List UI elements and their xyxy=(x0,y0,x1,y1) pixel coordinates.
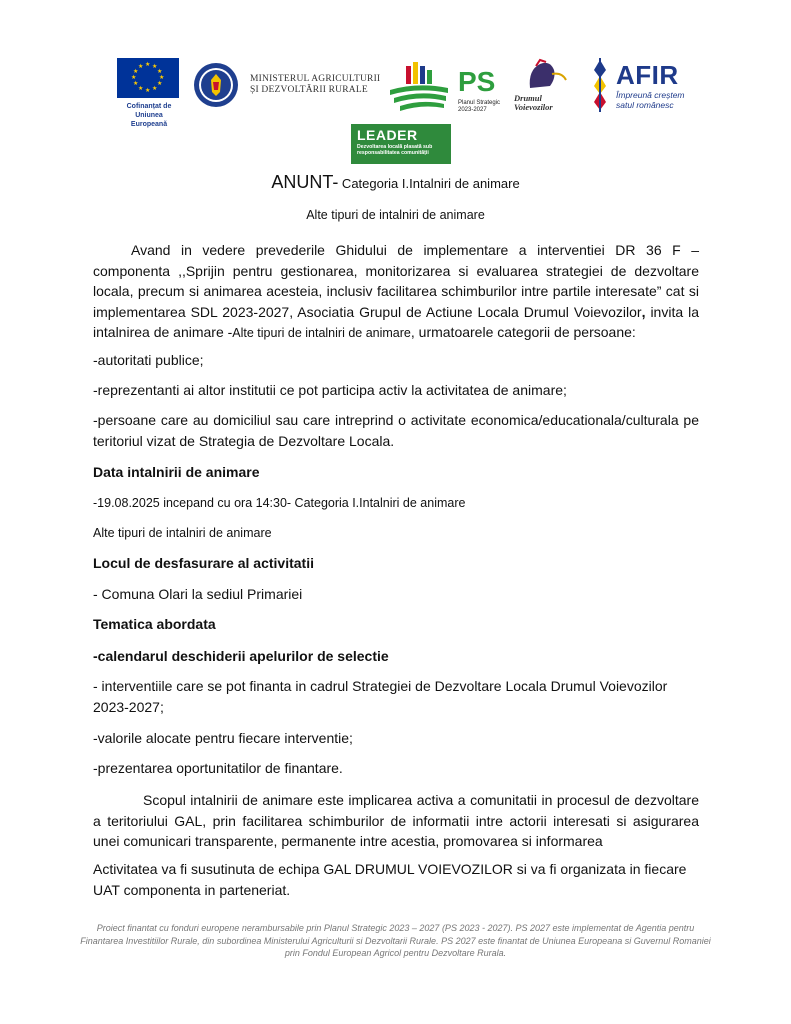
tematica-oportunitati: -prezentarea oportunitatilor de finantare. xyxy=(93,760,343,776)
intro-paragraph xyxy=(93,240,699,344)
voievod-silhouette-icon xyxy=(510,58,576,94)
list-item-persoane: -persoane care au domiciliul sau care intreprind o activitate economica/educationala/culturala pe teritoriul vizat de Strategia de Dezvoltare Locala. xyxy=(93,412,699,449)
ministry-logo xyxy=(250,74,390,96)
title-category: Categoria I.Intalniri de animare xyxy=(338,176,520,191)
intro-comma: , xyxy=(641,303,646,320)
leader-subtitle: Dezvoltarea locală plasată sub responsabilitatea comunității xyxy=(357,144,433,156)
tematica-calendar: -calendarul deschiderii apelurilor de selectie xyxy=(93,648,389,664)
list-item-reprezentanti: -reprezentanti ai altor institutii ce pot participa activ la activitatea de animare; xyxy=(93,382,567,398)
announcement-title xyxy=(0,172,791,193)
wheat-icon xyxy=(586,56,614,114)
drumul-voievozilor-logo xyxy=(510,58,576,114)
logo-strip xyxy=(0,56,791,166)
eu-flag-icon: ★ ★ ★ ★ ★ ★ ★ ★ ★ ★ ★ ★ xyxy=(117,58,179,98)
data-line-2: Alte tipuri de intalniri de animare xyxy=(93,526,272,540)
announcement-subtitle: Alte tipuri de intalniri de animare xyxy=(306,208,485,222)
activitatea-paragraph: Activitatea va fi susutinuta de echipa GAL DRUMUL VOIEVOZILOR si va fi organizata in fiecare UAT componenta in parteneriat. xyxy=(93,861,687,898)
leader-word: LEADER xyxy=(357,127,418,143)
data-heading: Data intalnirii de animare xyxy=(93,464,260,480)
afir-logo xyxy=(586,56,696,116)
intro-text-1: Avand in vedere prevederile Ghidului de implementare a interventiei DR 36 F – componenta ,,Sprijin pentru gestionarea, monitorizarea si evaluarea strategiei de dezvoltare locala, precum si animarea acesteia, inclusiv facilitarea schimburilor intre partile interesate” cat si implementarea SDL 2023-2027, Asociatia Grupul de Actiune Locala Drumul Voievozilor xyxy=(93,242,699,320)
locul-line: - Comuna Olari la sediul Primariei xyxy=(93,586,303,602)
tematica-heading: Tematica abordata xyxy=(93,616,216,632)
eu-caption: Cofinanțat de Uniunea Europeană xyxy=(126,103,172,128)
dv-line2: Voievozilor xyxy=(514,102,553,112)
intro-text-small: Alte tipuri de intalniri de animare xyxy=(232,326,411,340)
scopul-paragraph: Scopul intalnirii de animare este implicarea activa a comunitatii in procesul de dezvoltare a teritoriului GAL, prin facilitarea schimburilor de informatii intre actorii interesati si asigurarea unei comunicari transparente, permanente intre acestia, promovarea si informarea xyxy=(93,792,699,849)
intro-text-2: invita la intalnirea de animare - xyxy=(93,303,700,340)
eu-logo xyxy=(117,58,181,129)
ministry-line1: MINISTERUL AGRICULTURII xyxy=(250,74,381,84)
afir-word: AFIR xyxy=(616,60,679,90)
list-item-autoritati: -autoritati publice; xyxy=(93,352,204,368)
ps-stripes-icon xyxy=(388,60,454,112)
funding-footer: Proiect finantat cu fonduri europene nerambursabile prin Planul Strategic 2023 – 2027 (PS 2023 - 2027). PS 2027 este implementat de Agentia pentru Finantarea Investitiilor Rurale, din subordinea Ministerului Agriculturii si Dezvoltarii Rurale. PS 2027 este finantat de Uniunea Europeana si Guvernul Romaniei prin Fondul European Agricol pentru Dezvoltare Rurala. xyxy=(80,923,711,958)
data-line-1: -19.08.2025 incepand cu ora 14:30- Categoria I.Intalniri de animare xyxy=(93,496,466,510)
locul-heading: Locul de desfasurare al activitatii xyxy=(93,555,314,571)
drumul-voievozilor-text xyxy=(514,94,553,112)
intro-text-3: , urmatoarele categorii de persoane: xyxy=(410,324,636,340)
dv-line1: Drumul xyxy=(514,93,542,103)
tematica-interventii: - interventiile care se pot finanta in cadrul Strategiei de Dezvoltare Locala Drumul Voievozilor 2023-2027; xyxy=(93,678,668,715)
ps-subtitle: Planul Strategic 2023-2027 xyxy=(458,100,501,113)
tematica-valori: -valorile alocate pentru fiecare interventie; xyxy=(93,730,353,746)
ministry-line2: ȘI DEZVOLTĂRII RURALE xyxy=(250,85,368,95)
ps-logo xyxy=(388,60,508,112)
leader-logo xyxy=(351,124,451,164)
government-seal-icon xyxy=(193,62,239,108)
ps-label: PS xyxy=(458,66,496,97)
title-main: ANUNT- xyxy=(271,172,339,192)
afir-slogan: Împreună creștem satul românesc xyxy=(616,90,685,110)
